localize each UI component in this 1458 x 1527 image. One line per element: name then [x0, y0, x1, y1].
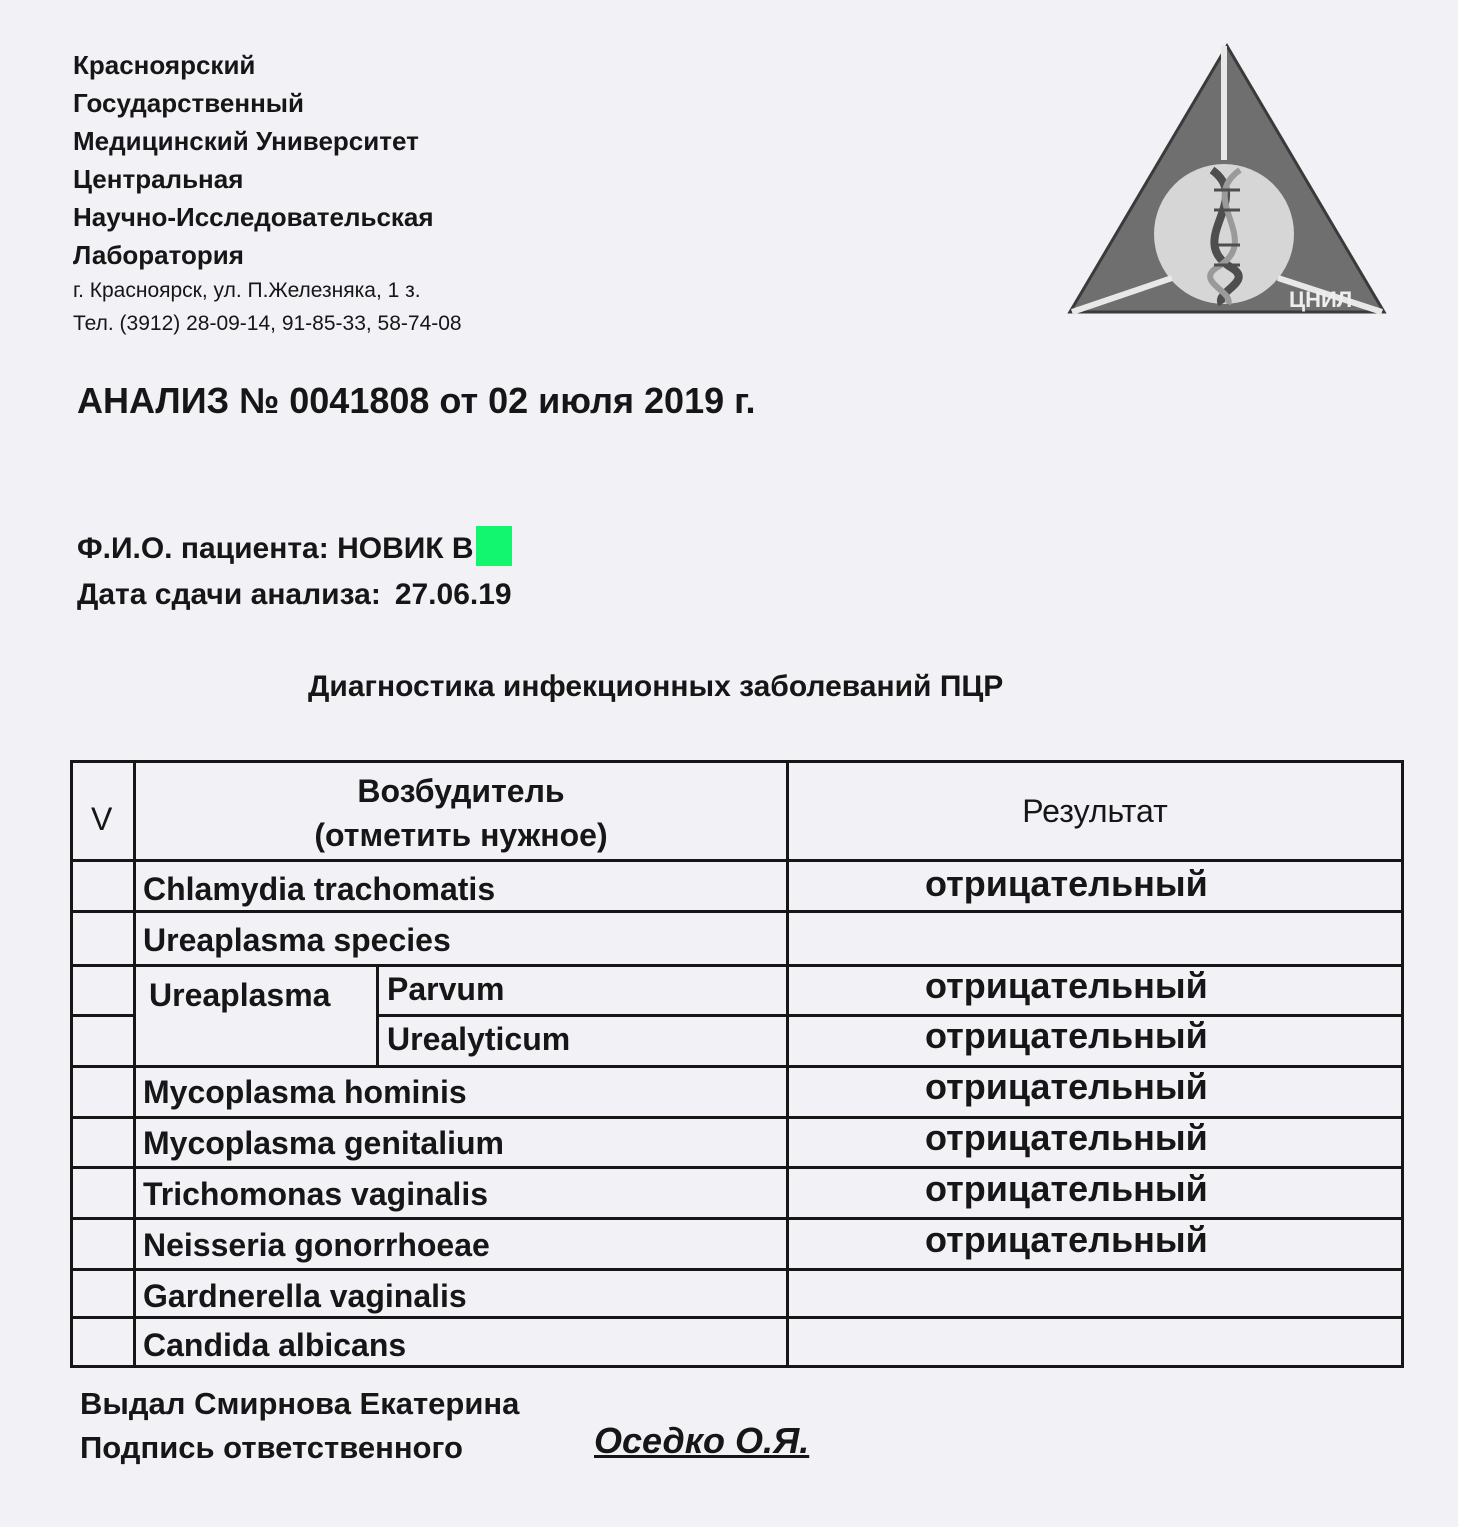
result-cell: отрицательный	[925, 1066, 1208, 1107]
results-table	[70, 760, 1404, 1368]
org-address: г. Красноярск, ул. П.Железняка, 1 з.	[73, 279, 421, 302]
org-line: Лаборатория	[73, 240, 244, 270]
logo-text: ЦНИЛ	[1289, 287, 1353, 312]
pathogen-cell: Ureaplasma species	[143, 922, 451, 958]
pathogen-cell: Mycoplasma hominis	[143, 1074, 467, 1110]
row-divider	[376, 1014, 1401, 1017]
issued-by: Выдал Смирнова Екатерина	[80, 1386, 520, 1421]
patient-name: НОВИК В	[337, 532, 474, 565]
col-check-header: V	[91, 801, 113, 837]
pathogen-cell: Urealyticum	[387, 1021, 571, 1057]
pathogen-cell: Neisseria gonorrhoeae	[143, 1227, 490, 1263]
col-pathogen-header	[136, 769, 786, 857]
result-cell: отрицательный	[925, 1015, 1208, 1056]
org-line: Красноярский	[73, 50, 256, 80]
row-divider	[73, 859, 1401, 862]
org-line: Медицинский Университет	[73, 126, 419, 156]
patient-label: Ф.И.О. пациента:	[77, 532, 329, 565]
row-divider	[73, 1316, 1401, 1319]
col-divider	[786, 763, 789, 1365]
result-cell: отрицательный	[925, 863, 1208, 904]
pathogen-cell: Gardnerella vaginalis	[143, 1278, 467, 1314]
signature-label: Подпись ответственного	[80, 1430, 463, 1465]
col-result-header: Результат	[1022, 793, 1168, 829]
pathogen-cell: Mycoplasma genitalium	[143, 1125, 504, 1161]
org-line: Центральная	[73, 164, 244, 194]
submission-date-line	[77, 578, 512, 612]
org-line: Государственный	[73, 88, 304, 118]
result-cell: отрицательный	[925, 1117, 1208, 1158]
result-cell: отрицательный	[925, 1168, 1208, 1209]
signature: Оседко О.Я.	[594, 1420, 810, 1461]
col-pathogen-header-line2: (отметить нужное)	[314, 817, 608, 853]
section-title: Диагностика инфекционных заболеваний ПЦР	[308, 670, 1004, 703]
pathogen-cell: Parvum	[387, 971, 505, 1007]
pathogen-cell: Chlamydia trachomatis	[143, 871, 496, 907]
dna-triangle-logo-icon	[1064, 40, 1389, 322]
org-phone: Тел. (3912) 28-09-14, 91-85-33, 58-74-08	[73, 312, 462, 335]
patient-line	[77, 526, 512, 566]
result-cell: отрицательный	[925, 965, 1208, 1006]
pathogen-cell: Candida albicans	[143, 1327, 407, 1363]
pathogen-group-cell: Ureaplasma	[149, 977, 331, 1013]
submission-date-label: Дата сдачи анализа:	[77, 578, 381, 611]
col-pathogen-header-line1: Возбудитель	[357, 773, 565, 809]
result-cell: отрицательный	[925, 1219, 1208, 1260]
analysis-title: АНАЛИЗ № 0041808 от 02 июля 2019 г.	[77, 380, 756, 421]
redaction-mark	[476, 526, 512, 566]
row-divider	[73, 1014, 133, 1017]
row-divider	[73, 910, 1401, 913]
row-divider	[73, 1268, 1401, 1271]
organization-block	[73, 46, 462, 340]
org-line: Научно-Исследовательская	[73, 202, 434, 232]
submission-date-value: 27.06.19	[394, 578, 512, 611]
pathogen-cell: Trichomonas vaginalis	[143, 1176, 488, 1212]
